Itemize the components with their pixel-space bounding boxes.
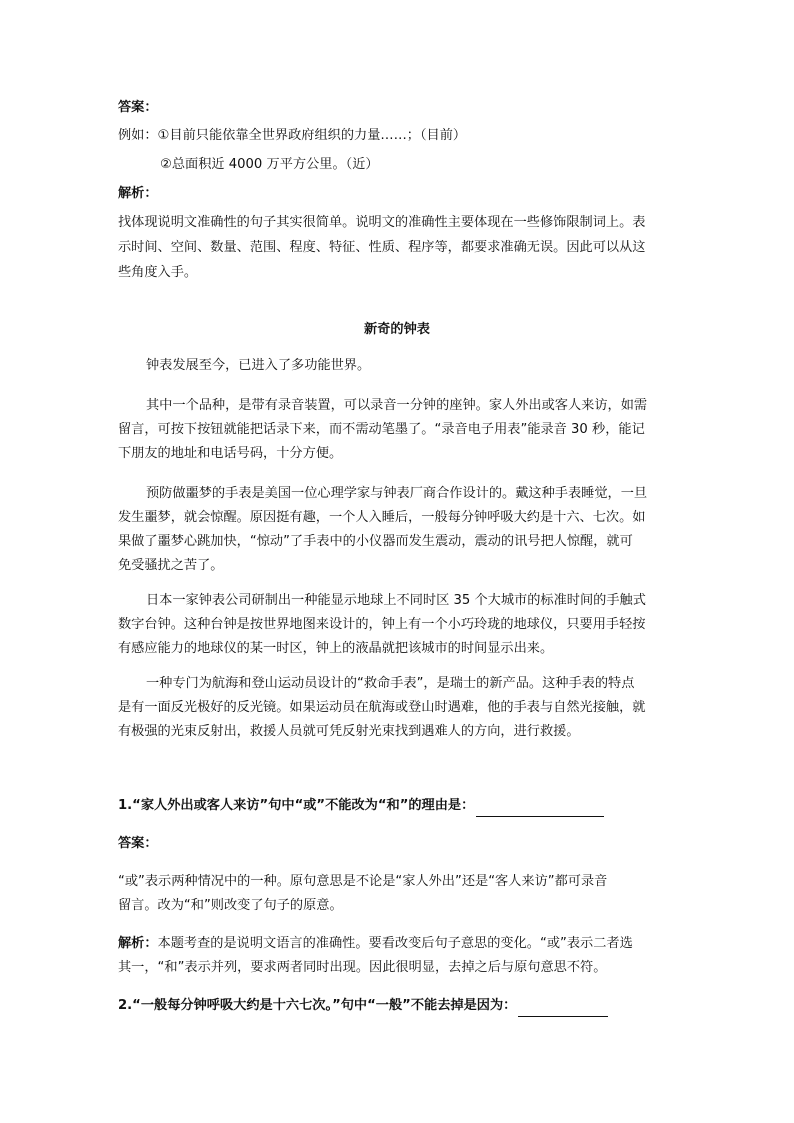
paragraph-line: 发生噩梦，就会惊醒。原因挺有趣，一个人入睡后，一般每分钟呼吸大约是十六、七次。如 xyxy=(118,510,646,525)
paragraph-line: 免受骚扰之苦了。 xyxy=(118,558,224,573)
answer-line: “或”表示两种情况中的一种。原句意思是不论是“家人外出”还是“客人来访”都可录音 xyxy=(118,874,608,889)
answer-blank xyxy=(476,802,604,817)
paragraph-line: 下朋友的地址和电话号码，十分方便。 xyxy=(118,446,343,461)
analysis-line-1 xyxy=(118,933,633,955)
analysis-line: 示时间、空间、数量、范围、程度、特征、性质、程序等，都要求准确无误。因此可以从这 xyxy=(118,240,646,255)
analysis-label: 解析： xyxy=(118,936,158,951)
answer-blank xyxy=(518,1002,608,1017)
question-text: 1.“家人外出或客人来访”句中“或”不能改为“和”的理由是： xyxy=(118,798,475,813)
question-text: 2.“一般每分钟呼吸大约是十六七次。”句中“一般”不能去掉是因为： xyxy=(118,998,517,1013)
paragraph-line: 钟表发展至今，已进入了多功能世界。 xyxy=(146,358,371,373)
paragraph-line: 果做了噩梦心跳加快，“惊动”了手表中的小仪器而发生震动，震动的讯号把人惊醒，就可 xyxy=(118,534,633,549)
analysis-line: 些角度入手。 xyxy=(118,265,198,280)
example-line-2: ②总面积近 4000 万平方公里。（近） xyxy=(160,157,379,172)
question-2 xyxy=(118,995,608,1017)
paragraph-line: 留言，可按下按钮就能把话录下来，而不需动笔墨了。“录音电子用表”能录音 30 秒，能记 xyxy=(118,422,645,437)
answer-label: 答案： xyxy=(118,836,158,851)
paragraph-line: 是有一面反光极好的反光镜。如果运动员在航海或登山时遇难，他的手表与自然光接触，就 xyxy=(118,700,646,715)
analysis-label: 解析： xyxy=(118,186,158,201)
paragraph-line: 有极强的光束反射出，救援人员就可凭反射光束找到遇难人的方向，进行救援。 xyxy=(118,724,580,739)
paragraph-line: 数字台钟。这种台钟是按世界地图来设计的，钟上有一个小巧玲珑的地球仪，只要用手轻按 xyxy=(118,617,646,632)
paragraph-line: 有感应能力的地球仪的某一时区，钟上的液晶就把该城市的时间显示出来。 xyxy=(118,641,554,656)
answer-label: 答案： xyxy=(118,100,158,115)
paragraph-line: 一种专门为航海和登山运动员设计的“救命手表”，是瑞士的新产品。这种手表的特点 xyxy=(146,676,635,691)
article-title: 新奇的钟表 xyxy=(364,322,430,337)
question-1 xyxy=(118,795,604,817)
paragraph-line: 其中一个品种，是带有录音装置，可以录音一分钟的座钟。家人外出或客人来访，如需 xyxy=(146,398,648,413)
analysis-line: 找体现说明文准确性的句子其实很简单。说明文的准确性主要体现在一些修饰限制词上。表 xyxy=(118,215,646,230)
paragraph-line: 预防做噩梦的手表是美国一位心理学家与钟表厂商合作设计的。戴这种手表睡觉，一旦 xyxy=(146,486,648,501)
analysis-line: 其一，“和”表示并列，要求两者同时出现。因此很明显，去掉之后与原句意思不符。 xyxy=(118,960,607,975)
analysis-text: 本题考查的是说明文语言的准确性。要看改变后句子意思的变化。“或”表示二者选 xyxy=(157,936,633,951)
paragraph-line: 日本一家钟表公司研制出一种能显示地球上不同时区 35 个大城市的标准时间的手触式 xyxy=(146,593,646,608)
answer-line: 留言。改为“和”则改变了句子的原意。 xyxy=(118,898,343,913)
example-line-1: 例如：①目前只能依靠全世界政府组织的力量……；（目前） xyxy=(118,128,467,143)
